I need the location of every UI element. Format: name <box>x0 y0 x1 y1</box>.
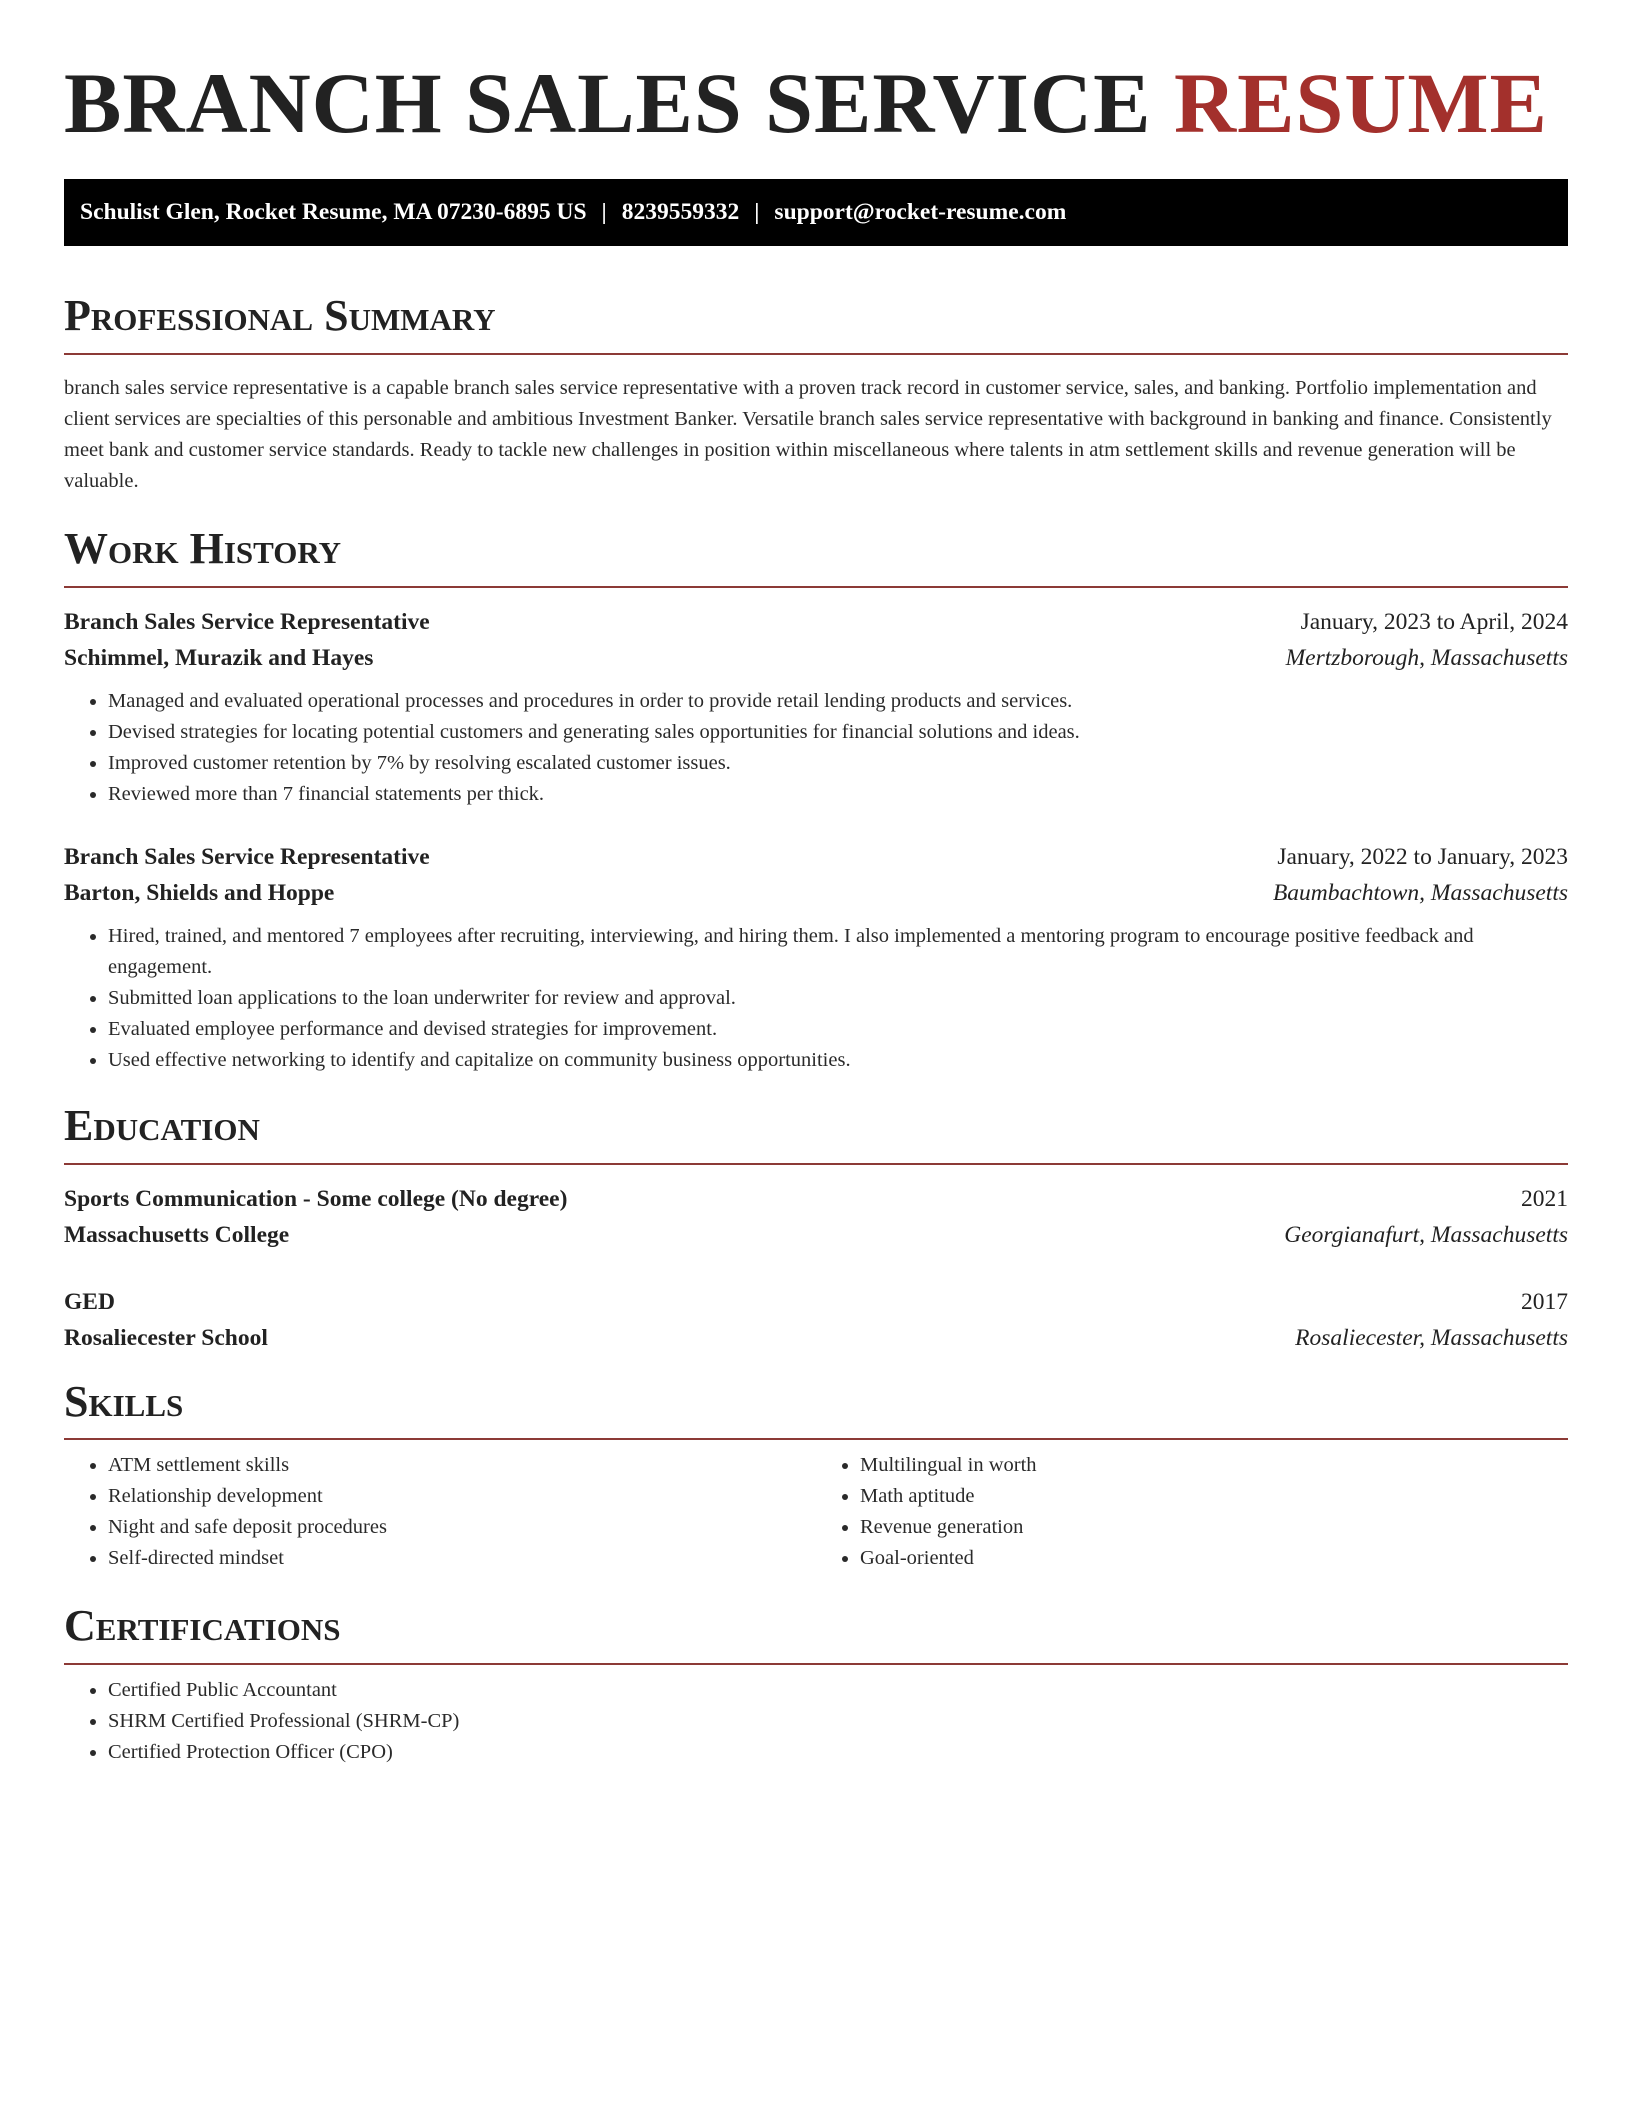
summary-text: branch sales service representative is a capable branch sales service representative with a proven track record in customer service, sales, and banking. Portfolio implementation and client services are specialties of this personable and ambitious Investment Banker. Versatile branch sales service representative with background in banking and finance. Consistently meet bank and customer service standards. Ready to tackle new challenges in position within miscellaneous where talents in atm settlement skills and revenue generation will be valuable. <box>64 376 1552 492</box>
job-duties-list <box>64 686 1568 810</box>
job-entry <box>64 839 1568 1076</box>
contact-bar <box>64 179 1568 246</box>
job-company-row <box>64 875 1568 911</box>
resume-title <box>64 52 1568 155</box>
education-degree-row <box>64 1181 1568 1217</box>
job-duties-list <box>64 921 1568 1076</box>
summary-heading: Professional Summary <box>64 291 496 341</box>
section-divider <box>64 353 1568 355</box>
title-main: BRANCH SALES SERVICE <box>64 55 1152 151</box>
list-item: • Used effective networking to identify and capitalize on community business opportunities. <box>108 1045 1568 1076</box>
education-degree-row <box>64 1284 1568 1320</box>
section-divider <box>64 1163 1568 1165</box>
skills-list-left <box>64 1450 816 1574</box>
education-year: 2021 <box>1521 1185 1568 1212</box>
contact-address: Schulist Glen, Rocket Resume, MA 07230-6895 US <box>80 199 587 226</box>
list-item: • Self-directed mindset <box>108 1543 816 1574</box>
education-year: 2017 <box>1521 1288 1568 1315</box>
list-item: • Improved customer retention by 7% by resolving escalated customer issues. <box>108 748 1568 779</box>
list-item: • Revenue generation <box>860 1512 1568 1543</box>
certifications-section <box>64 1600 1568 1768</box>
list-item: • Devised strategies for locating potential customers and generating sales opportunities for financial solutions and ideas. <box>108 717 1568 748</box>
summary-section <box>64 290 1568 497</box>
education-school-row <box>64 1320 1568 1356</box>
education-school: Massachusetts College <box>64 1221 290 1248</box>
skills-section <box>64 1376 1568 1575</box>
skills-heading: Skills <box>64 1376 184 1426</box>
certifications-list <box>64 1675 1568 1768</box>
contact-separator: | <box>601 199 607 226</box>
job-entry <box>64 604 1568 810</box>
education-heading: Education <box>64 1100 260 1150</box>
education-degree: GED <box>64 1288 115 1315</box>
list-item: • Hired, trained, and mentored 7 employees after recruiting, interviewing, and hiring them. I also implemented a mentoring program to encourage positive feedback and engagement. <box>108 921 1568 983</box>
list-item: • Certified Public Accountant <box>108 1675 1568 1706</box>
list-item: • Submitted loan applications to the loan underwriter for review and approval. <box>108 983 1568 1014</box>
job-dates: January, 2022 to January, 2023 <box>1277 843 1568 870</box>
work-history-heading: Work History <box>64 523 342 573</box>
job-title: Branch Sales Service Representative <box>64 608 430 635</box>
contact-email[interactable]: support@rocket-resume.com <box>774 199 1067 226</box>
job-dates: January, 2023 to April, 2024 <box>1300 608 1568 635</box>
job-header-row <box>64 604 1568 640</box>
list-item: • Goal-oriented <box>860 1543 1568 1574</box>
list-item: • Evaluated employee performance and devised strategies for improvement. <box>108 1014 1568 1045</box>
list-item: • Managed and evaluated operational processes and procedures in order to provide retail lending products and services. <box>108 686 1568 717</box>
list-item: • Relationship development <box>108 1481 816 1512</box>
certifications-heading: Certifications <box>64 1601 341 1651</box>
job-location: Mertzborough, Massachusetts <box>1285 644 1568 671</box>
skills-columns <box>64 1450 1568 1574</box>
section-divider <box>64 1438 1568 1440</box>
list-item: • Math aptitude <box>860 1481 1568 1512</box>
list-item: • Multilingual in worth <box>860 1450 1568 1481</box>
education-location: Georgianafurt, Massachusetts <box>1284 1221 1568 1248</box>
education-entry <box>64 1284 1568 1356</box>
title-accent: RESUME <box>1173 55 1548 151</box>
list-item: • Reviewed more than 7 financial statements per thick. <box>108 779 1568 810</box>
education-school-row <box>64 1217 1568 1253</box>
education-location: Rosaliecester, Massachusetts <box>1295 1324 1568 1351</box>
work-history-section <box>64 523 1568 1076</box>
list-item: • Certified Protection Officer (CPO) <box>108 1737 1568 1768</box>
education-school: Rosaliecester School <box>64 1324 268 1351</box>
job-company: Schimmel, Murazik and Hayes <box>64 644 374 671</box>
section-divider <box>64 1663 1568 1665</box>
job-title: Branch Sales Service Representative <box>64 843 430 870</box>
job-company: Barton, Shields and Hoppe <box>64 879 335 906</box>
education-section <box>64 1100 1568 1356</box>
education-entry <box>64 1181 1568 1253</box>
section-divider <box>64 586 1568 588</box>
list-item: • Night and safe deposit procedures <box>108 1512 816 1543</box>
list-item: • ATM settlement skills <box>108 1450 816 1481</box>
list-item: • SHRM Certified Professional (SHRM-CP) <box>108 1706 1568 1737</box>
skills-list-right <box>816 1450 1568 1574</box>
job-header-row <box>64 839 1568 875</box>
job-location: Baumbachtown, Massachusetts <box>1272 879 1568 906</box>
contact-phone[interactable]: 8239559332 <box>621 199 740 226</box>
contact-separator: | <box>754 199 760 226</box>
job-company-row <box>64 640 1568 676</box>
education-degree: Sports Communication - Some college (No degree) <box>64 1185 568 1212</box>
